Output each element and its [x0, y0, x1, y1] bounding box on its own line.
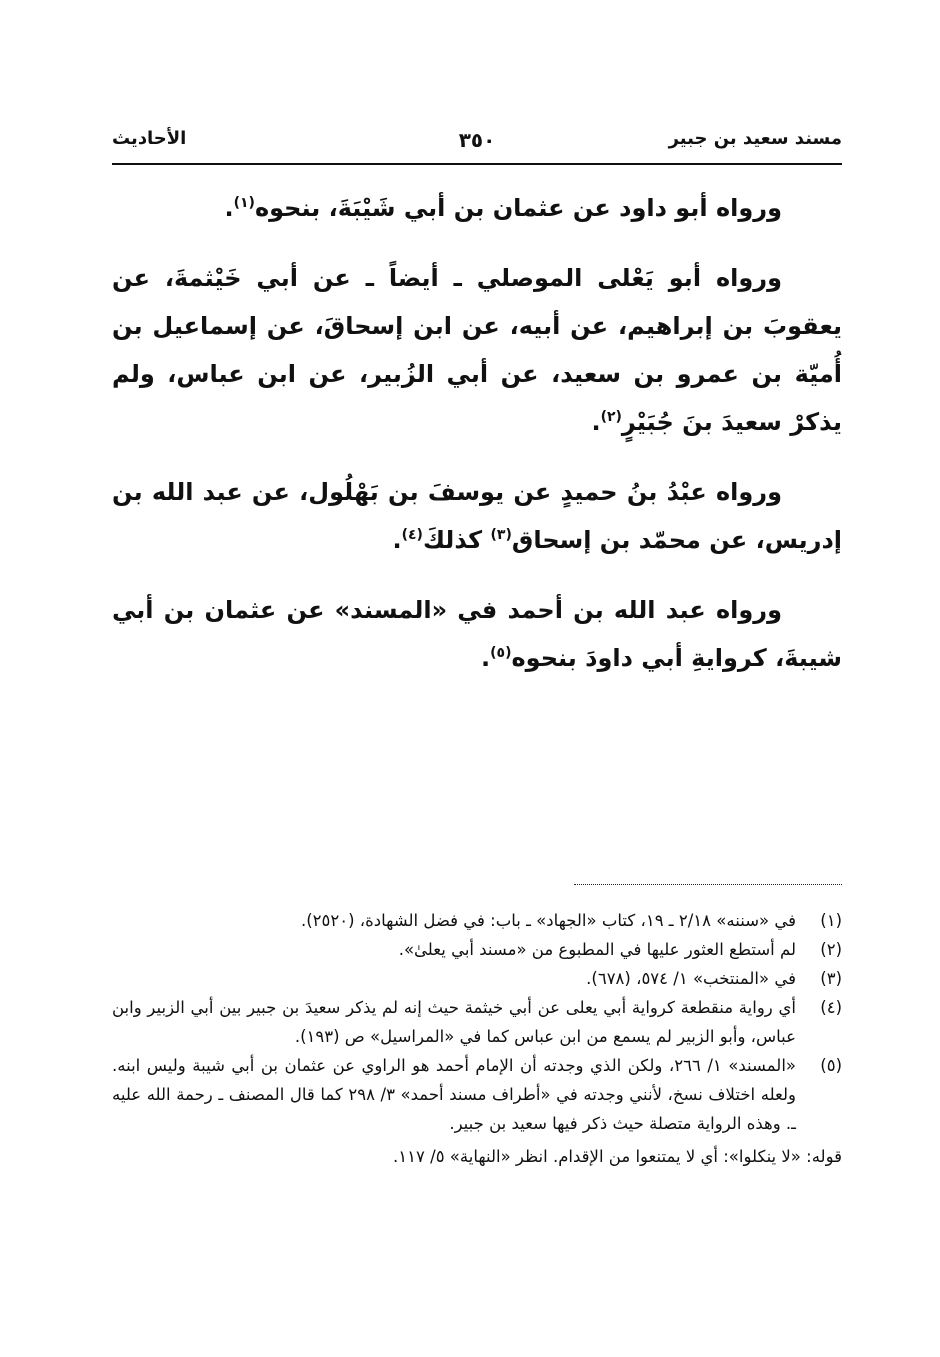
- footnote-number: (٥): [820, 1056, 842, 1075]
- main-text: [112, 184, 842, 704]
- footnote-number: (١): [820, 911, 842, 930]
- footnote-text: أي رواية منقطعة كرواية أبي يعلى عن أبي خيثمة حيث إنه لم يذكر سعيدَ بن جبير بين أبي الزبير وابن عباس، وأبو الزبير لم يسمع من ابن عباس كما في «المراسيل» ص (١٩٣).: [112, 998, 796, 1046]
- footnote-text: في «سننه» ٢/١٨ ـ ١٩، كتاب «الجهاد» ـ باب: في فضل الشهادة، (٢٥٢٠).: [300, 911, 796, 930]
- paragraph-text: .: [224, 194, 234, 222]
- paragraph-text: .: [481, 644, 491, 672]
- footnote-number: (٤): [820, 998, 842, 1017]
- footnote-ref: (٤): [401, 527, 423, 543]
- paragraph-text: كذلكَ: [422, 526, 491, 554]
- footnote-number: (٢): [820, 940, 842, 959]
- paragraph-text: ورواه عبد الله بن أحمد في «المسند» عن عثمان بن أبي شيبةَ، كروايةِ أبي داودَ بنحوه: [112, 596, 842, 672]
- footnote: [112, 964, 842, 993]
- paragraph: [112, 254, 842, 446]
- paragraph: [112, 586, 842, 682]
- section-title: الأحاديث: [112, 128, 187, 149]
- footnote-separator: [574, 884, 842, 885]
- footnote-ref: (٢): [600, 409, 622, 425]
- paragraph-text: ورواه عبْدُ بنُ حميدٍ عن يوسفَ بن بَهْلُول، عن عبد الله بن إدريس، عن محمّد بن إسحاق: [112, 478, 842, 554]
- paragraph-text: .: [591, 408, 601, 436]
- paragraph: [112, 468, 842, 564]
- paragraph-text: .: [392, 526, 402, 554]
- footnote: [112, 993, 842, 1051]
- footnote-number: (٣): [820, 969, 842, 988]
- footnote-text: لم أستطع العثور عليها في المطبوع من «مسند أبي يعلىٰ».: [398, 940, 796, 959]
- additional-note: قوله: «لا ينكلوا»: أي لا يمتنعوا من الإقدام. انظر «النهاية» ٥/ ١١٧.: [393, 1147, 842, 1166]
- footnote-text: «المسند» ١/ ٢٦٦، ولكن الذي وجدته أن الإمام أحمد هو الراوي عن عثمان بن أبي شيبة وليس ابنه. ولعله اختلاف نسخ، لأنني وجدته في «أطراف مسند أحمد» ٣/ ٢٩٨ كما قال المصنف ـ رحمة الله عليه ـ. وهذه الرواية متصلة حيث ذكر فيها سعيد بن جبير.: [112, 1056, 796, 1133]
- book-title: مسند سعيد بن جبير: [668, 128, 842, 149]
- footnote-ref: (٥): [490, 645, 512, 661]
- page-number: ٣٥٠: [458, 128, 496, 152]
- paragraph-text: ورواه أبو داود عن عثمان بن أبي شَيْبَةَ، بنحوه: [254, 194, 782, 222]
- footnote-ref: (١): [233, 195, 255, 211]
- footnotes: [112, 906, 842, 1171]
- footnote-text: في «المنتخب» ١/ ٥٧٤، (٦٧٨).: [586, 969, 796, 988]
- paragraph: [112, 184, 842, 232]
- footnote: [112, 906, 842, 935]
- footnote: [112, 1051, 842, 1138]
- paragraph-text: ورواه أبو يَعْلى الموصلي ـ أيضاً ـ عن أبي خَيْثمةَ، عن يعقوبَ بن إبراهيم، عن أبيه، عن ابن إسحاقَ، عن إسماعيل بن أُميّة بن عمرو بن سعيد، عن أبي الزُبير، عن ابن عباس، ولم يذكرْ سعيدَ بنَ جُبَيْرٍ: [112, 264, 842, 436]
- running-header: [112, 128, 842, 162]
- footnote-ref: (٣): [490, 527, 512, 543]
- footnote: [112, 935, 842, 964]
- header-divider: [112, 163, 842, 165]
